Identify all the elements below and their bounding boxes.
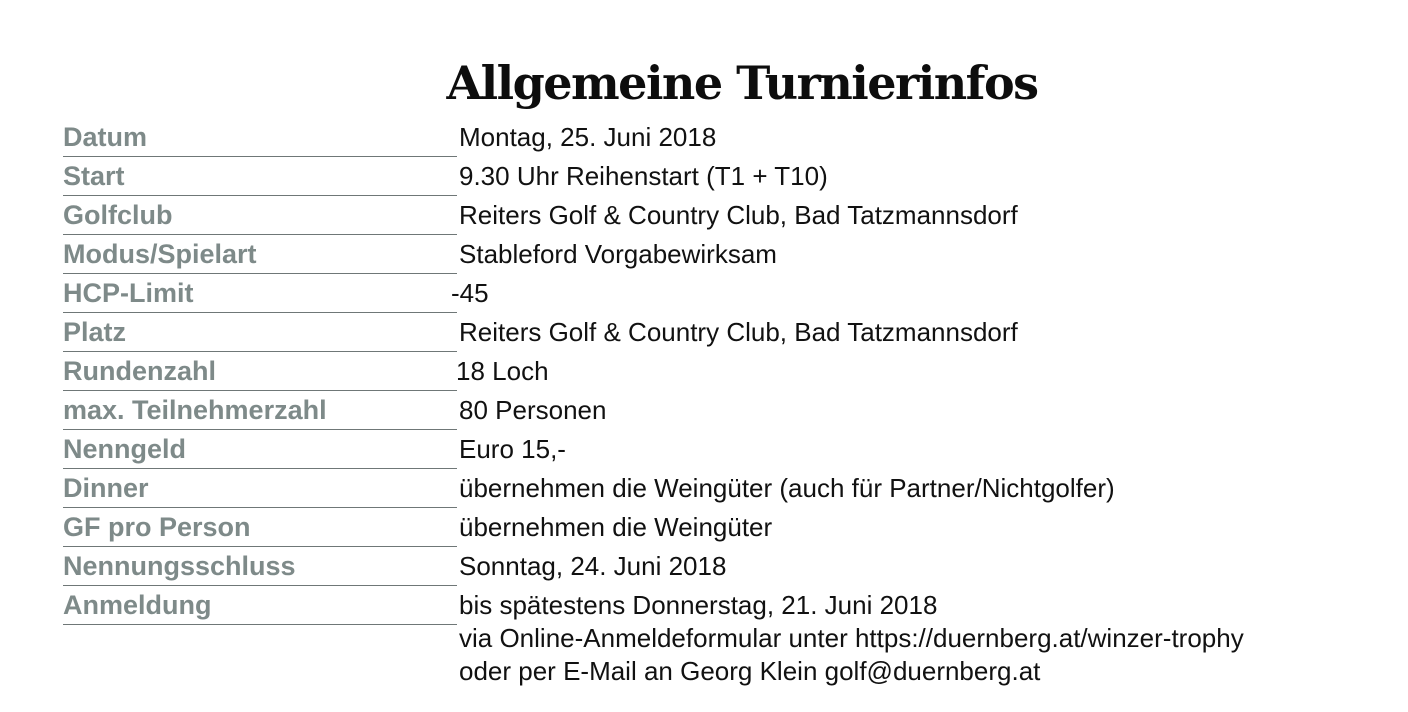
row-label: Modus/Spielart (63, 239, 457, 274)
info-row-platz (63, 313, 1383, 352)
row-label: Rundenzahl (63, 356, 457, 391)
row-label: Golfclub (63, 200, 457, 235)
row-label: Dinner (63, 473, 457, 508)
row-value: -45 (451, 278, 489, 308)
anmeldung-line-online-form: via Online-Anmeldeformular unter https://duernberg.at/winzer-trophy (459, 623, 1244, 653)
info-row-datum (63, 118, 1383, 157)
row-label: Nennungsschluss (63, 551, 457, 586)
info-row-gf-pro-person (63, 508, 1383, 547)
row-value: übernehmen die Weingüter (auch für Partner/Nichtgolfer) (459, 473, 1115, 503)
anmeldung-line-email: oder per E-Mail an Georg Klein golf@duernberg.at (459, 656, 1041, 686)
row-label: Start (63, 161, 457, 196)
info-row-anmeldung (63, 586, 1383, 686)
info-row-nenngeld (63, 430, 1383, 469)
row-value-multiline (459, 589, 1244, 688)
info-row-golfclub (63, 196, 1383, 235)
row-value: Reiters Golf & Country Club, Bad Tatzmannsdorf (459, 200, 1018, 230)
row-value: Euro 15,- (459, 434, 566, 464)
info-row-dinner (63, 469, 1383, 508)
info-row-start (63, 157, 1383, 196)
row-label: GF pro Person (63, 512, 457, 547)
tournament-info-table (63, 118, 1383, 686)
row-value: Sonntag, 24. Juni 2018 (459, 551, 727, 581)
row-label: Platz (63, 317, 457, 352)
row-value: Reiters Golf & Country Club, Bad Tatzmannsdorf (459, 317, 1018, 347)
row-value: Stableford Vorgabewirksam (459, 239, 777, 269)
row-value: übernehmen die Weingüter (459, 512, 773, 542)
row-label: HCP-Limit (63, 278, 457, 313)
row-label: Nenngeld (63, 434, 457, 469)
info-row-teilnehmerzahl (63, 391, 1383, 430)
info-row-nennungsschluss (63, 547, 1383, 586)
row-label: Datum (63, 122, 457, 157)
anmeldung-line-deadline: bis spätestens Donnerstag, 21. Juni 2018 (459, 590, 938, 620)
row-value: Montag, 25. Juni 2018 (459, 122, 717, 152)
row-label: max. Teilnehmerzahl (63, 395, 457, 430)
row-value: 80 Personen (459, 395, 607, 425)
info-row-rundenzahl (63, 352, 1383, 391)
info-row-hcp-limit (63, 274, 1383, 313)
row-value: 9.30 Uhr Reihenstart (T1 + T10) (459, 161, 828, 191)
page-title: Allgemeine Turnierinfos (446, 55, 1038, 110)
row-value: 18 Loch (456, 356, 549, 386)
info-row-modus (63, 235, 1383, 274)
row-label: Anmeldung (63, 590, 457, 625)
